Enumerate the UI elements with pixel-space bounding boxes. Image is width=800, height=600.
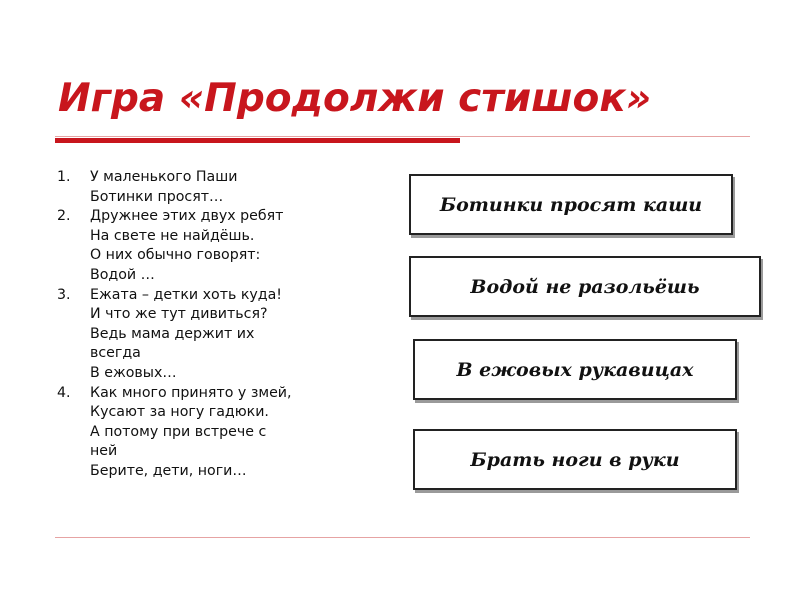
poem-text (90, 384, 367, 482)
poem-line: Как много принято у змей, (90, 384, 292, 401)
answer-card-1[interactable]: Ботинки просят каши (409, 174, 733, 235)
poem-line: ней (90, 443, 118, 460)
poem-line: О них обычно говорят: (90, 247, 261, 264)
poem-line: всегда (90, 345, 141, 362)
poem-line: У маленького Паши (90, 169, 238, 185)
title-underline-accent (55, 138, 460, 143)
answer-card-4[interactable]: Брать ноги в руки (413, 429, 737, 490)
poem-line: На свете не найдёшь. (90, 227, 255, 244)
poem-line: Ведь мама держит их (90, 325, 255, 342)
answer-card-2[interactable]: Водой не разольёшь (409, 256, 761, 317)
poem-number: 2. (57, 208, 71, 225)
poem-line: Берите, дети, ноги… (90, 462, 247, 479)
poem-item-2 (57, 207, 367, 285)
poem-item-4 (57, 384, 367, 482)
poem-item-3 (57, 286, 367, 384)
poem-text (90, 168, 367, 207)
poem-line: Дружнее этих двух ребят (90, 208, 284, 225)
poem-line: Ботинки просят… (90, 188, 224, 205)
poem-text (90, 207, 367, 285)
title-underline-thin (55, 136, 750, 137)
poem-line: Водой … (90, 266, 155, 283)
poem-line: В ежовых… (90, 364, 177, 381)
poem-line: Ежата – детки хоть куда! (90, 286, 282, 303)
poem-line: И что же тут дивиться? (90, 306, 268, 323)
poem-line: А потому при встрече с (90, 423, 267, 440)
poem-line: Кусают за ногу гадюки. (90, 404, 269, 421)
poem-text (90, 286, 367, 384)
slide-title: Игра «Продолжи стишок» (58, 76, 652, 121)
bottom-divider (55, 537, 750, 538)
poem-number: 3. (57, 286, 71, 303)
poem-item-1 (57, 168, 367, 207)
poem-list (57, 168, 367, 482)
poem-number: 4. (57, 384, 71, 401)
poem-number: 1. (57, 169, 71, 185)
answer-card-3[interactable]: В ежовых рукавицах (413, 339, 737, 400)
